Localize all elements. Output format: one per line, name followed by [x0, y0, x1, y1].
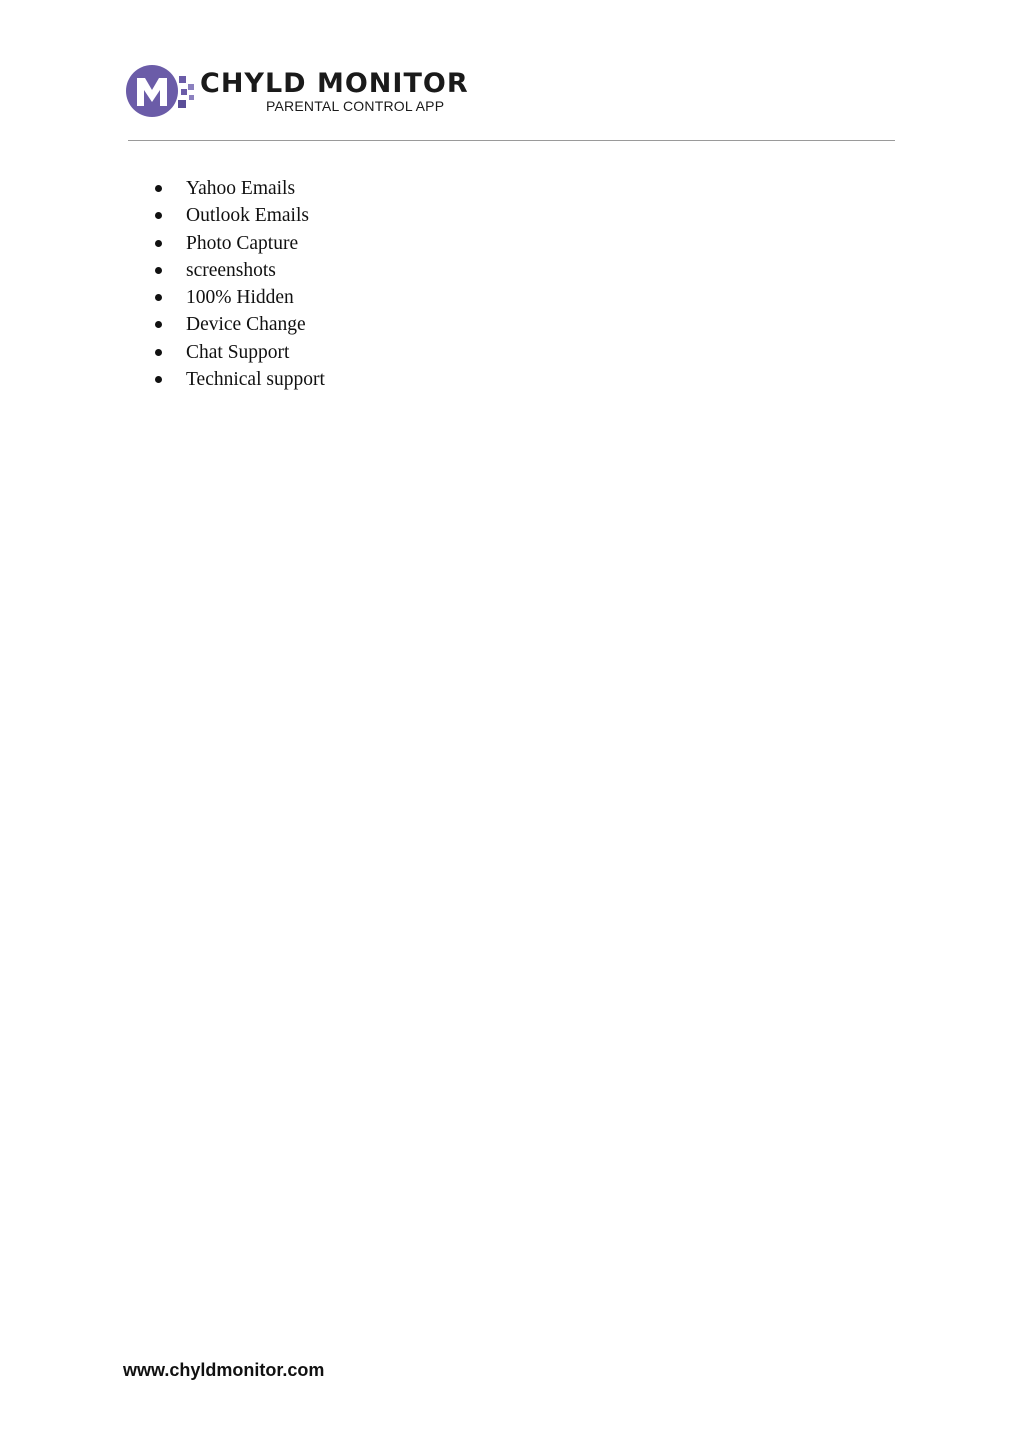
list-item	[153, 366, 325, 393]
list-item-label: Photo Capture	[186, 232, 299, 254]
list-item-label: Outlook Emails	[186, 205, 309, 227]
header-logo	[126, 62, 469, 122]
feature-list	[153, 175, 325, 393]
list-item	[153, 230, 325, 257]
logo-tagline: PARENTAL CONTROL APP	[266, 98, 445, 114]
list-item-label: screenshots	[186, 259, 276, 281]
list-item-label: Yahoo Emails	[186, 178, 296, 199]
header-divider	[128, 140, 895, 141]
bullet-icon	[155, 212, 162, 219]
list-item	[153, 202, 325, 229]
list-item-label: 100% Hidden	[186, 287, 294, 309]
bullet-icon	[155, 185, 162, 192]
bullet-icon	[155, 240, 162, 247]
list-item-label: Technical support	[186, 369, 325, 391]
bullet-icon	[155, 267, 162, 274]
list-item	[153, 311, 325, 338]
logo-wordmark: CHYLD MONITOR	[200, 68, 469, 99]
list-item	[153, 284, 325, 311]
list-item-label: Device Change	[186, 314, 306, 336]
bullet-icon	[155, 294, 162, 301]
footer-website-link[interactable]: www.chyldmonitor.com	[123, 1360, 325, 1380]
bullet-icon	[155, 376, 162, 383]
bullet-icon	[155, 321, 162, 328]
bullet-icon	[155, 349, 162, 356]
list-item	[153, 175, 325, 202]
list-item	[153, 257, 325, 284]
chyld-monitor-logo-icon	[126, 62, 196, 120]
list-item	[153, 339, 325, 366]
list-item-label: Chat Support	[186, 341, 290, 363]
